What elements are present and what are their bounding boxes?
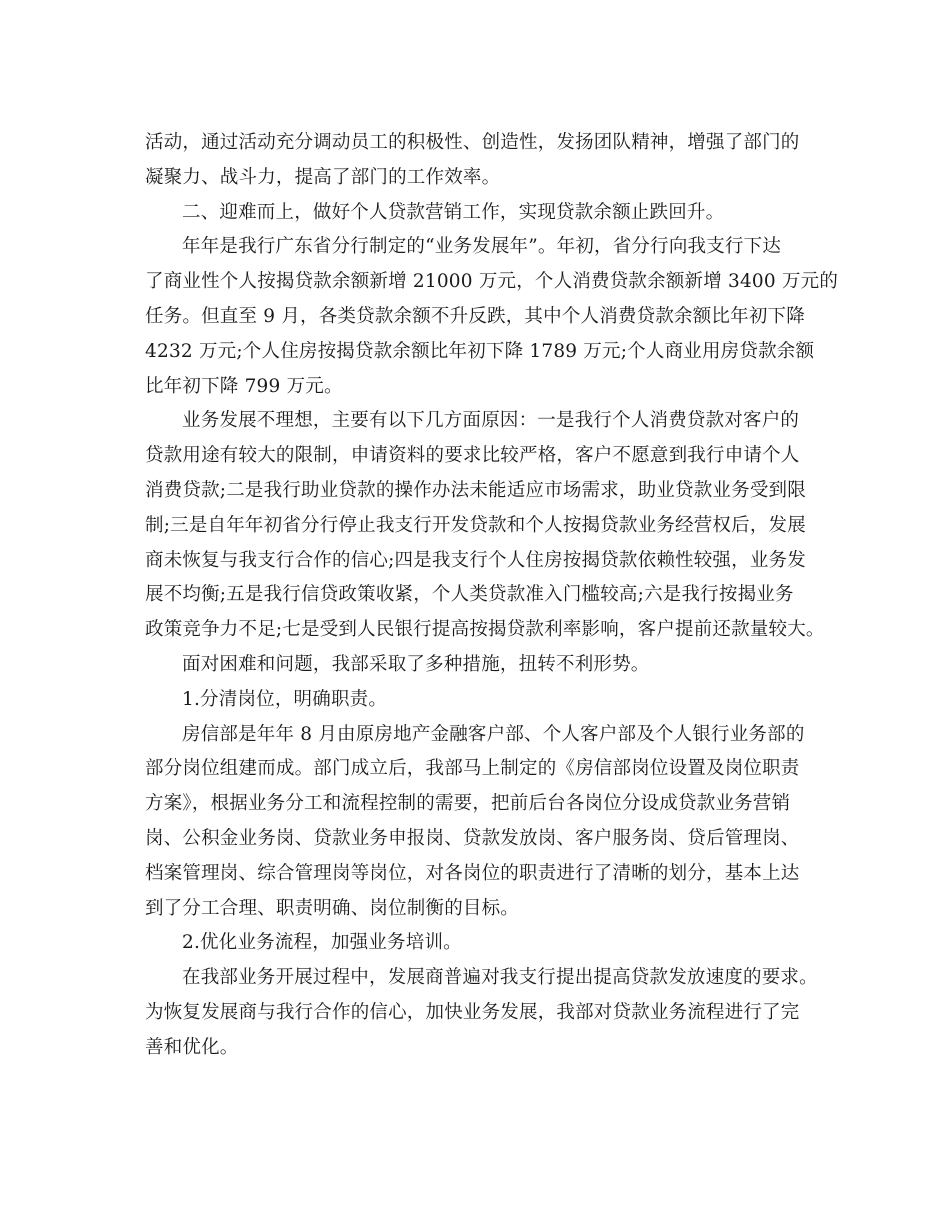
text-line: 凝聚力、战斗力，提高了部门的工作效率。 — [145, 166, 501, 188]
text-line: 档案管理岗、综合管理岗等岗位，对各岗位的职责进行了清晰的划分，基本上达 — [145, 862, 800, 884]
text-line: 房信部是年年 8 月由原房地产金融客户部、个人客户部及个人银行业务部的 — [182, 723, 805, 745]
text-line: 岗、公积金业务岗、贷款业务申报岗、贷款发放岗、客户服务岗、贷后管理岗、 — [145, 827, 800, 849]
text-line: 为恢复发展商与我行合作的信心，加快业务发展，我部对贷款业务流程进行了完 — [145, 1001, 800, 1023]
text-line: 展不均衡;五是我行信贷政策收紧，个人类贷款准入门槛较高;六是我行按揭业务 — [145, 584, 794, 606]
document-body — [145, 126, 839, 1066]
text-line: 4232 万元;个人住房按揭贷款余额比年初下降 1789 万元;个人商业用房贷款余额 — [145, 340, 815, 362]
text-line: 善和优化。 — [145, 1036, 239, 1058]
text-line: 政策竞争力不足;七是受到人民银行提高按揭贷款利率影响，客户提前还款量较大。 — [145, 619, 825, 641]
text-line: 年年是我行广东省分行制定的“业务发展年”。年初，省分行向我支行下达 — [182, 236, 782, 258]
text-line: 部分岗位组建而成。部门成立后，我部马上制定的《房信部岗位设置及岗位职责 — [145, 758, 800, 780]
text-line: 任务。但直至 9 月，各类贷款余额不升反跌，其中个人消费贷款余额比年初下降 — [145, 305, 805, 327]
text-line: 1.分清岗位，明确职责。 — [182, 688, 388, 710]
text-line: 贷款用途有较大的限制，申请资料的要求比较严格，客户不愿意到我行申请个人 — [145, 445, 800, 467]
text-line: 到了分工合理、职责明确、岗位制衡的目标。 — [145, 897, 520, 919]
text-line: 制;三是自年年初省分行停止我支行开发贷款和个人按揭贷款业务经营权后，发展 — [145, 514, 806, 536]
text-line: 比年初下降 799 万元。 — [145, 375, 343, 397]
text-line: 二、迎难而上，做好个人贷款营销工作，实现贷款余额止跌回升。 — [182, 201, 725, 223]
text-line: 消费贷款;二是我行助业贷款的操作办法未能适应市场需求，助业贷款业务受到限 — [145, 479, 806, 501]
text-line: 业务发展不理想，主要有以下几方面原因：一是我行个人消费贷款对客户的 — [182, 410, 800, 432]
text-line: 面对困难和问题，我部采取了多种措施，扭转不利形势。 — [182, 653, 650, 675]
text-line: 活动，通过活动充分调动员工的积极性、创造性，发扬团队精神，增强了部门的 — [145, 132, 800, 153]
text-line: 方案》，根据业务分工和流程控制的需要，把前后台各岗位分设成贷款业务营销 — [145, 793, 791, 815]
text-line: 了商业性个人按揭贷款余额新增 21000 万元，个人消费贷款余额新增 3400 万元的 — [145, 271, 839, 293]
text-line: 在我部业务开展过程中，发展商普遍对我支行提出提高贷款发放速度的要求。 — [182, 967, 818, 989]
text-line: 商未恢复与我支行合作的信心;四是我支行个人住房按揭贷款依赖性较强，业务发 — [145, 549, 806, 571]
text-line: 2.优化业务流程，加强业务培训。 — [182, 932, 462, 954]
